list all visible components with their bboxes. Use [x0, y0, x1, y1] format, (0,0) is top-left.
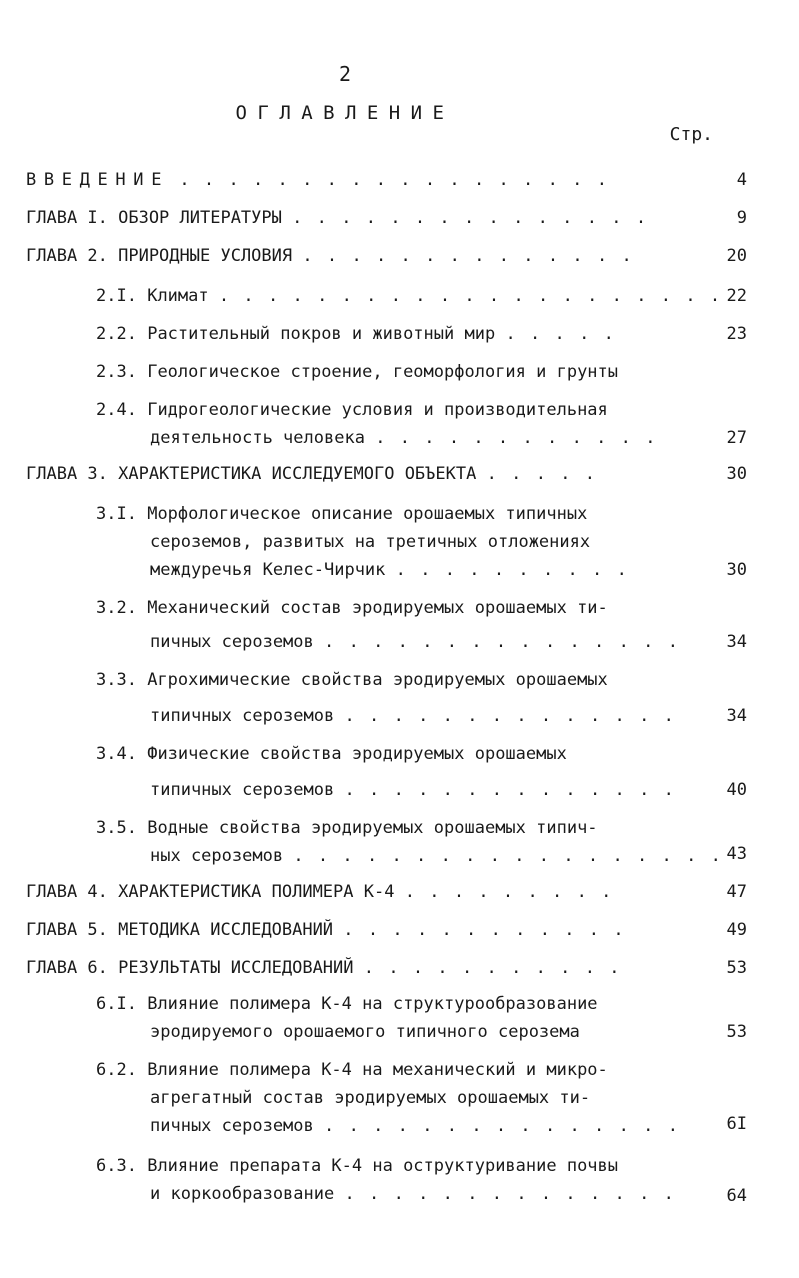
toc-entry-line: Водные свойства эродируемых орошаемых типич-: [147, 818, 598, 838]
toc-entry: [96, 282, 722, 310]
toc-entry-text: и коркообразование: [150, 1184, 335, 1204]
toc-entry-line: Физические свойства эродируемых орошаемых: [147, 744, 567, 764]
toc-entry: [96, 1152, 676, 1208]
toc-leader-dots: . . . . . . . . . . . .: [375, 428, 658, 448]
toc-entry-text: эродируемого орошаемого типичного серозема: [150, 1022, 580, 1042]
toc-entry-text: ГЛАВА 5. МЕТОДИКА ИССЛЕДОВАНИЙ: [26, 920, 334, 940]
toc-entry-text: ГЛАВА 2. ПРИРОДНЫЕ УСЛОВИЯ: [26, 246, 293, 266]
toc-entry-line: Влияние полимера К-4 на механический и микро-: [147, 1060, 608, 1080]
toc-page-number: 47: [726, 882, 747, 902]
toc-page-number: 40: [726, 780, 747, 800]
toc-page-number: 43: [726, 844, 747, 864]
toc-entry: [26, 916, 626, 944]
toc-entry-line: Морфологическое описание орошаемых типичных: [147, 504, 588, 524]
page-column-label: Стр.: [669, 124, 713, 145]
toc-entry-text: ГЛАВА 6. РЕЗУЛЬТАТЫ ИССЛЕДОВАНИЙ: [26, 958, 354, 978]
toc-entry-text: ГЛАВА 4. ХАРАКТЕРИСТИКА ПОЛИМЕРА К-4: [26, 882, 395, 902]
toc-entry: [26, 242, 634, 270]
toc-leader-dots: . . . . . . . . . .: [395, 560, 629, 580]
toc-leader-dots: . . . . . . . . . . .: [363, 958, 622, 978]
toc-page-number: 34: [726, 632, 747, 652]
toc-entry-text: ных сероземов: [150, 846, 284, 866]
toc-entry-line: Влияние препарата К-4 на оструктуривание почвы: [147, 1156, 619, 1176]
toc-entry-number: 3.I.: [96, 504, 137, 524]
toc-entry-line: Агрохимические свойства эродируемых орошаемых: [147, 670, 608, 690]
toc-entry-number: 2.3.: [96, 362, 137, 382]
toc-leader-dots: . . . . . . . . . . . . . .: [344, 1184, 676, 1204]
toc-leader-dots: . . . . . . . . . . . .: [343, 920, 626, 940]
toc-leader-dots: . . . . . . . . . . . . . .: [344, 780, 676, 800]
toc-entry-text: деятельность человека: [150, 428, 365, 448]
toc-leader-dots: . . . . . . . . . . . . . . .: [324, 632, 680, 652]
toc-leader-dots: . . . . . . . . . . . . . . . . . .: [293, 846, 723, 866]
toc-entry-text: междуречья Келес-Чирчик: [150, 560, 386, 580]
toc-entry: [96, 320, 616, 348]
toc-page-number: 27: [726, 428, 747, 448]
toc-entry: [96, 396, 658, 452]
page-title: ОГЛАВЛЕНИЕ: [235, 102, 455, 124]
toc-page-number: 53: [726, 1022, 747, 1042]
toc-entry-number: 3.2.: [96, 598, 137, 618]
toc-entry-number: 2.I.: [96, 286, 137, 306]
toc-page-number: 30: [726, 464, 747, 484]
toc-leader-dots: . . . . . . . . . . . . . . . . . . . . .: [218, 286, 723, 306]
toc-leader-dots: . . . . .: [486, 464, 598, 484]
toc-entry-number: 3.5.: [96, 818, 137, 838]
toc-entry: [96, 740, 676, 804]
toc-entry-number: 2.4.: [96, 400, 137, 420]
toc-page-number: 53: [726, 958, 747, 978]
toc-leader-dots: . . . . . . . . . . . . . .: [344, 706, 676, 726]
toc-entry-text: пичных сероземов: [150, 1116, 314, 1136]
toc-entry: [96, 990, 598, 1046]
toc-page-number: 4: [736, 170, 747, 190]
toc-leader-dots: . . . . . . . . . . . . . . . . . .: [179, 170, 609, 190]
toc-leader-dots: . . . . . . . . . . . . . . .: [292, 208, 649, 228]
toc-entry-number: 6.2.: [96, 1060, 137, 1080]
toc-page-number: 30: [726, 560, 747, 580]
toc-leader-dots: . . . . . . . . .: [404, 882, 614, 902]
toc-entry: [96, 666, 676, 730]
toc-entry-line: Гидрогеологические условия и производительная: [147, 400, 608, 420]
toc-page-number: 49: [726, 920, 747, 940]
toc-entry: [26, 166, 609, 194]
toc-entry-text: пичных сероземов: [150, 632, 314, 652]
toc-entry: [26, 878, 613, 906]
toc-entry-text: ГЛАВА 3. ХАРАКТЕРИСТИКА ИССЛЕДУЕМОГО ОБЪЕКТА: [26, 464, 477, 484]
page-number: 2: [338, 62, 352, 86]
toc-entry-number: 2.2.: [96, 324, 137, 344]
toc-page-number: 6I: [726, 1114, 747, 1134]
toc-entry-text: Растительный покров и животный мир: [147, 324, 496, 344]
toc-entry-line: агрегатный состав эродируемых орошаемых ти-: [150, 1088, 591, 1108]
toc-entry: [26, 460, 597, 488]
toc-page-number: 64: [726, 1186, 747, 1206]
toc-entry-number: 6.3.: [96, 1156, 137, 1176]
toc-entry-number: 3.3.: [96, 670, 137, 690]
toc-entry-text: Климат: [147, 286, 209, 306]
toc-entry-line: Механический состав эродируемых орошаемых ти-: [147, 598, 608, 618]
toc-entry: [96, 814, 723, 870]
toc-entry-text: Геологическое строение, геоморфология и грунты: [147, 362, 619, 382]
toc-entry: [26, 204, 648, 232]
toc-page-number: 22: [726, 286, 747, 306]
toc-leader-dots: . . . . .: [505, 324, 616, 344]
toc-entry: [96, 358, 618, 386]
toc-entry-text: типичных сероземов: [150, 780, 335, 800]
toc-entry-line: сероземов, развитых на третичных отложениях: [150, 532, 591, 552]
toc-entry: [96, 1056, 680, 1140]
toc-leader-dots: . . . . . . . . . . . . . .: [302, 246, 634, 266]
toc-entry-number: 3.4.: [96, 744, 137, 764]
toc-entry-text: ГЛАВА I. ОБЗОР ЛИТЕРАТУРЫ: [26, 208, 282, 228]
toc-page-number: 20: [726, 246, 747, 266]
toc-page-number: 9: [736, 208, 747, 228]
toc-entry-line: Влияние полимера К-4 на структурообразование: [147, 994, 598, 1014]
toc-entry-number: 6.I.: [96, 994, 137, 1014]
toc-leader-dots: . . . . . . . . . . . . . . .: [324, 1116, 680, 1136]
toc-entry-text: типичных сероземов: [150, 706, 335, 726]
toc-entry: [96, 594, 680, 656]
toc-entry: [26, 954, 622, 982]
toc-entry: [96, 500, 629, 584]
toc-page-number: 34: [726, 706, 747, 726]
toc-page-number: 23: [726, 324, 747, 344]
toc-entry-text: ВВЕДЕНИЕ: [26, 170, 170, 190]
